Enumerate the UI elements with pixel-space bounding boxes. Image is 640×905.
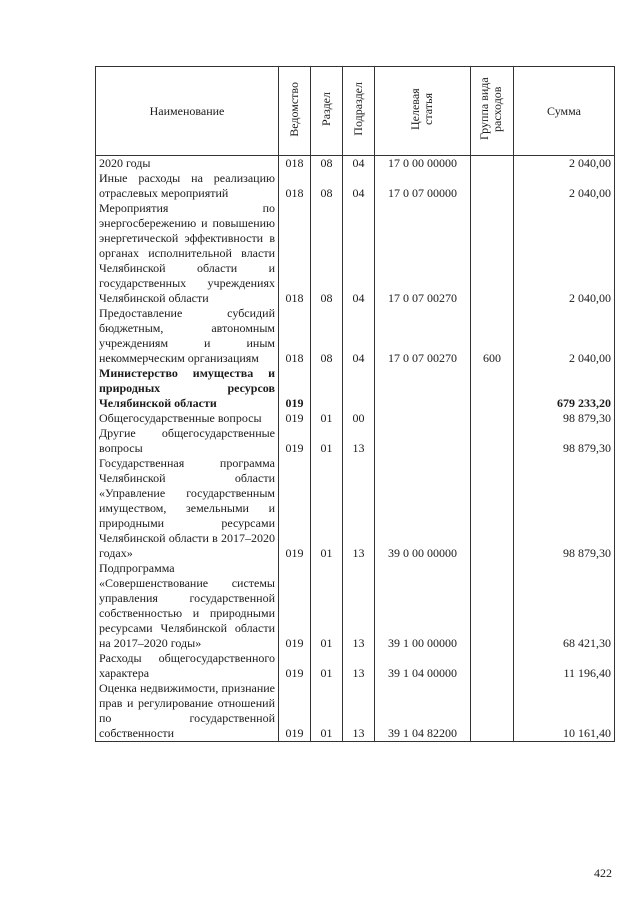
table-row [96,366,615,411]
cell-razdel: 01 [311,681,343,742]
cell-vedomstvo: 018 [279,156,311,172]
cell-name: 2020 годы [96,156,279,172]
cell-razdel: 08 [311,201,343,306]
cell-razdel: 08 [311,306,343,366]
cell-target: 17 0 00 00000 [375,156,471,172]
cell-name: Государственная программа Челябинской области «Управление государственным имуществом, земельными и природными ресурсами Челябинской области в 2017–2020 годах» [96,456,279,561]
cell-podrazdel: 04 [343,201,375,306]
cell-razdel: 01 [311,456,343,561]
cell-razdel: 01 [311,411,343,426]
cell-name: Общегосударственные вопросы [96,411,279,426]
cell-group [471,456,514,561]
cell-sum: 679 233,20 [514,366,615,411]
table-row [96,426,615,456]
cell-vedomstvo: 019 [279,681,311,742]
cell-sum: 2 040,00 [514,156,615,172]
header-podrazdel: Подраздел [343,67,375,156]
cell-target [375,366,471,411]
header-group: Группа вида расходов [471,67,514,156]
cell-podrazdel: 04 [343,156,375,172]
cell-podrazdel [343,366,375,411]
cell-name: Предоставление субсидий бюджетным, автономным учреждениям и иным некоммерческим организациям [96,306,279,366]
header-target: Целевая статья [375,67,471,156]
cell-name: Министерство имущества и природных ресурсов Челябинской области [96,366,279,411]
cell-target: 39 1 00 00000 [375,561,471,651]
cell-target: 39 1 04 82200 [375,681,471,742]
cell-name: Мероприятия по энергосбережению и повышению энергетической эффективности в органах исполнительной власти Челябинской области и государственных учреждениях Челябинской области [96,201,279,306]
cell-name: Подпрограмма «Совершенствование системы управления государственной собственностью и природными ресурсами Челябинской области на 2017–2020 годы» [96,561,279,651]
cell-razdel: 08 [311,156,343,172]
cell-podrazdel: 04 [343,171,375,201]
cell-vedomstvo: 019 [279,456,311,561]
cell-target: 17 0 07 00270 [375,201,471,306]
table-body [96,156,615,742]
header-razdel: Раздел [311,67,343,156]
cell-name: Другие общегосударственные вопросы [96,426,279,456]
cell-target: 39 1 04 00000 [375,651,471,681]
cell-sum: 2 040,00 [514,201,615,306]
cell-podrazdel: 13 [343,681,375,742]
table-row [96,411,615,426]
cell-group [471,651,514,681]
cell-vedomstvo: 018 [279,171,311,201]
cell-target: 17 0 07 00000 [375,171,471,201]
cell-group [471,411,514,426]
table-row [96,681,615,742]
cell-sum: 68 421,30 [514,561,615,651]
budget-table [95,66,615,742]
cell-group [471,366,514,411]
cell-vedomstvo: 019 [279,411,311,426]
cell-sum: 98 879,30 [514,426,615,456]
cell-target [375,411,471,426]
cell-podrazdel: 13 [343,426,375,456]
cell-vedomstvo: 018 [279,201,311,306]
header-name: Наименование [96,67,279,156]
cell-podrazdel: 04 [343,306,375,366]
table-row [96,306,615,366]
cell-podrazdel: 13 [343,456,375,561]
cell-sum: 10 161,40 [514,681,615,742]
table-row [96,456,615,561]
cell-sum: 2 040,00 [514,171,615,201]
cell-vedomstvo: 019 [279,426,311,456]
cell-razdel [311,366,343,411]
cell-sum: 11 196,40 [514,651,615,681]
cell-vedomstvo: 019 [279,651,311,681]
cell-podrazdel: 13 [343,651,375,681]
cell-group: 600 [471,306,514,366]
table-row [96,651,615,681]
cell-razdel: 01 [311,561,343,651]
cell-group [471,171,514,201]
cell-group [471,426,514,456]
cell-razdel: 01 [311,426,343,456]
cell-podrazdel: 00 [343,411,375,426]
cell-razdel: 08 [311,171,343,201]
cell-group [471,561,514,651]
cell-podrazdel: 13 [343,561,375,651]
cell-sum: 98 879,30 [514,456,615,561]
cell-name: Расходы общегосударственного характера [96,651,279,681]
table-header-row [96,67,615,156]
cell-vedomstvo: 019 [279,561,311,651]
cell-sum: 2 040,00 [514,306,615,366]
table-row [96,156,615,172]
cell-razdel: 01 [311,651,343,681]
cell-target: 39 0 00 00000 [375,456,471,561]
header-vedomstvo: Ведомство [279,67,311,156]
cell-target: 17 0 07 00270 [375,306,471,366]
cell-name: Иные расходы на реализацию отраслевых мероприятий [96,171,279,201]
cell-name: Оценка недвижимости, признание прав и регулирование отношений по государственной собственности [96,681,279,742]
cell-sum: 98 879,30 [514,411,615,426]
header-sum: Сумма [514,67,615,156]
cell-group [471,681,514,742]
table-row [96,171,615,201]
page-number: 422 [594,866,612,880]
table-row [96,561,615,651]
cell-group [471,156,514,172]
cell-group [471,201,514,306]
table-row [96,201,615,306]
cell-vedomstvo: 018 [279,306,311,366]
cell-target [375,426,471,456]
cell-vedomstvo: 019 [279,366,311,411]
